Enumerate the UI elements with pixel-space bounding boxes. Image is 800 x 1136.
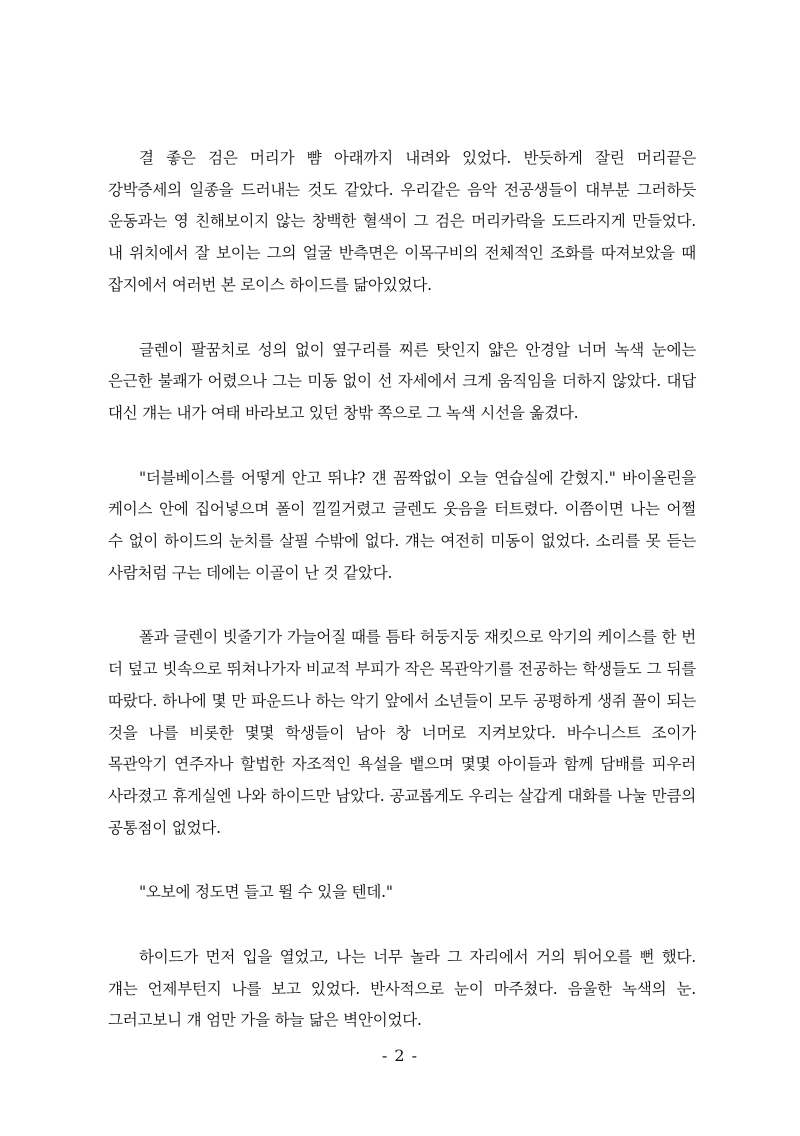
body-text	[108, 143, 696, 1070]
paragraph-1: 결 좋은 검은 머리가 뺨 아래까지 내려와 있었다. 반듯하게 잘린 머리끝은 강박증세의 일종을 드러내는 것도 같았다. 우리같은 음악 전공생들이 대부분 그러하듯 운동과는 영 친해보이지 않는 창백한 혈색이 그 검은 머리카락을 도드라지게 만들었다. 내 위치에서 잘 보이는 그의 얼굴 반측면은 이목구비의 전체적인 조화를 따져보았을 때 잡지에서 여러번 본 로이스 하이드를 닮아있었다.	[108, 149, 696, 294]
paragraph-4: 폴과 글렌이 빗줄기가 가늘어질 때를 틈타 허둥지둥 재킷으로 악기의 케이스를 한 번 더 덮고 빗속으로 뛰쳐나가자 비교적 부피가 작은 목관악기를 전공하는 학생들도 그 뒤를 따랐다. 하나에 몇 만 파운드나 하는 악기 앞에서 소년들이 모두 공평하게 생쥐 꼴이 되는 것을 나를 비롯한 몇몇 학생들이 남아 창 너머로 지켜보았다. 바수니스트 조이가 목관악기 연주자나 할법한 자조적인 욕설을 뱉으며 몇몇 아이들과 함께 담배를 피우러 사라졌고 휴게실엔 나와 하이드만 남았다. 공교롭게도 우리는 살갑게 대화를 나눌 만큼의 공통점이 없었다.	[108, 628, 696, 837]
paragraph-3: "더블베이스를 어떻게 안고 뛰냐? 걘 꼼짝없이 오늘 연습실에 갇혔지." 바이올린을 케이스 안에 집어넣으며 폴이 낄낄거렸고 글렌도 웃음을 터트렸다. 이쯤이면 나는 어쩔 수 없이 하이드의 눈치를 살필 수밖에 없다. 걔는 여전히 미동이 없었다. 소리를 못 듣는 사람처럼 구는 데에는 이골이 난 것 같았다.	[108, 468, 696, 582]
paragraph-6: 하이드가 먼저 입을 열었고, 나는 너무 놀라 그 자리에서 거의 튀어오를 뻔 했다. 걔는 언제부턴지 나를 보고 있었다. 반사적으로 눈이 마주쳤다. 음울한 녹색의 눈. 그러고보니 걔 엄만 가을 하늘 닮은 벽안이었다.	[108, 948, 696, 1030]
page-number: - 2 -	[381, 1046, 419, 1065]
paragraph-2: 글렌이 팔꿈치로 성의 없이 옆구리를 찌른 탓인지 얇은 안경알 너머 녹색 눈에는 은근한 불쾌가 어렸으나 그는 미동 없이 선 자세에서 크게 움직임을 더하지 않았다. 대답 대신 걔는 내가 여태 바라보고 있던 창밖 쪽으로 그 녹색 시선을 옮겼다.	[108, 340, 696, 422]
paragraph-5: "오보에 정도면 들고 뛸 수 있을 텐데."	[139, 883, 393, 902]
